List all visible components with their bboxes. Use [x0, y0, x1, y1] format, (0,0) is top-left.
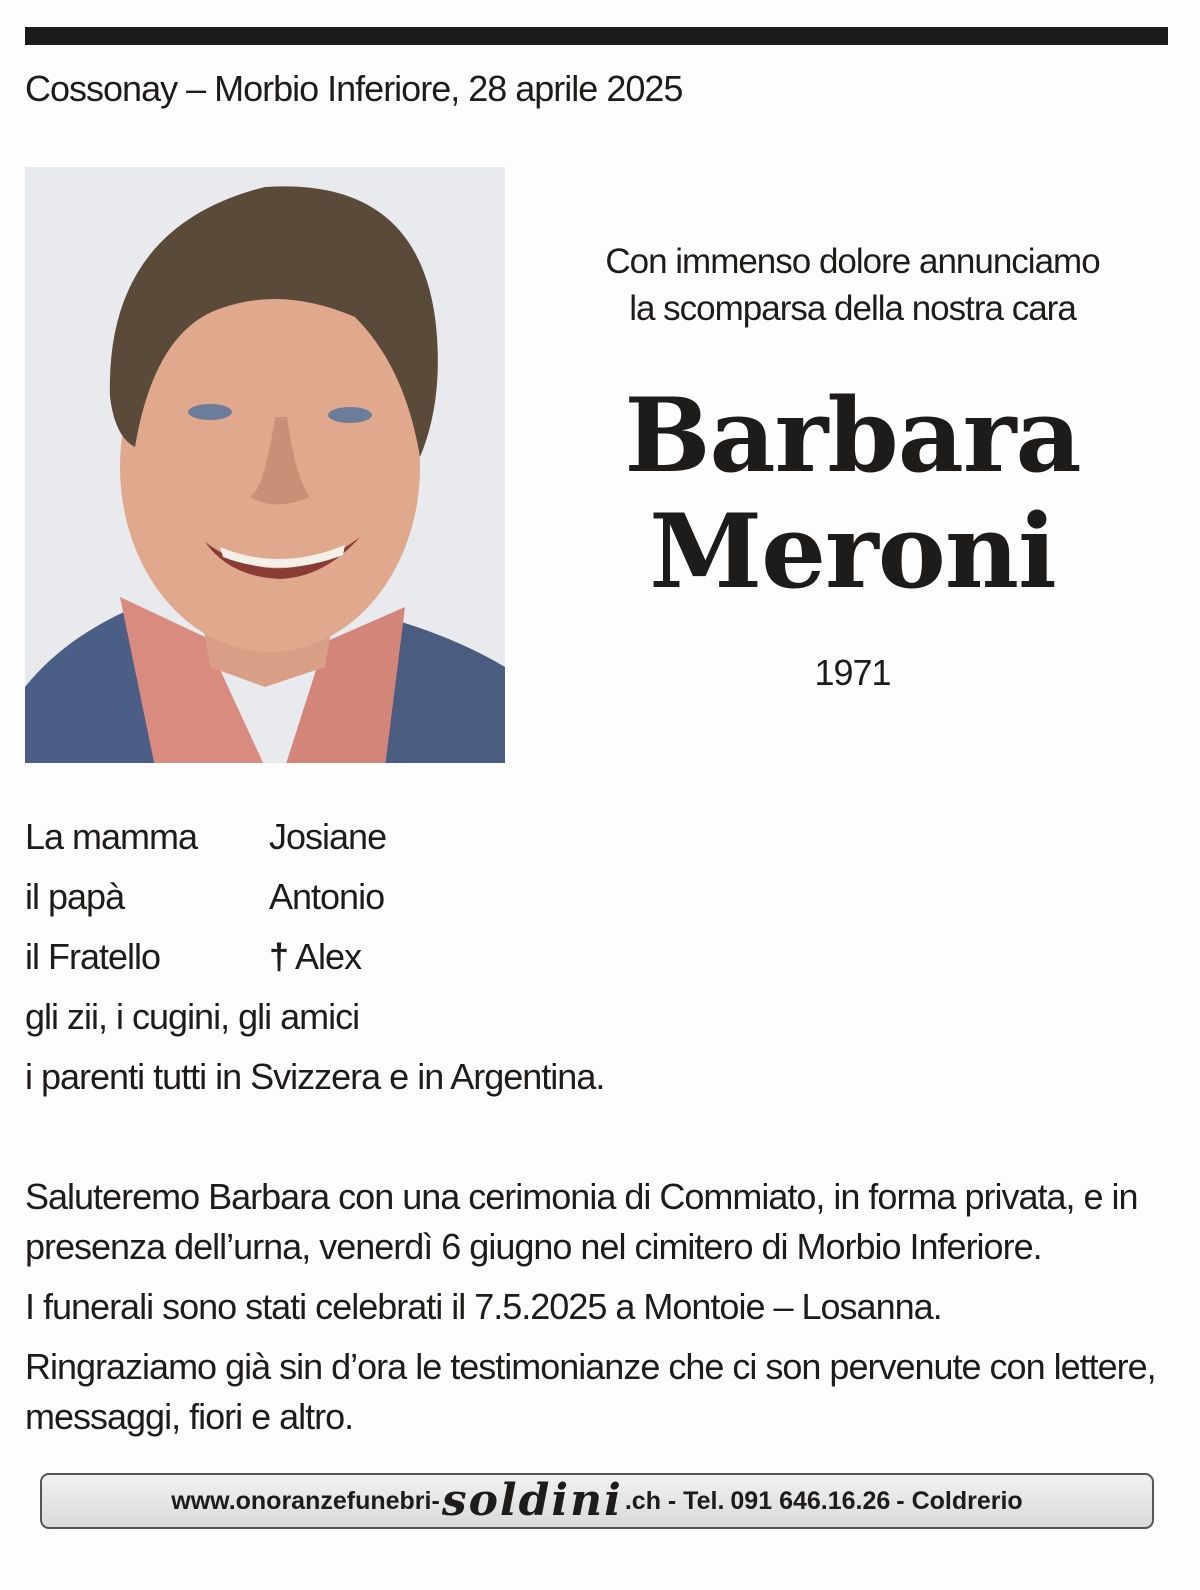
brand-logo: soldini: [441, 1475, 623, 1526]
website-prefix: www.onoranzefunebri-: [171, 1486, 440, 1515]
top-rule: [25, 27, 1168, 45]
family-row: [25, 930, 1165, 990]
website-suffix: .ch - Tel.: [624, 1486, 725, 1515]
family-row: [25, 810, 1165, 870]
phone-number: 091 646.16.26: [730, 1486, 891, 1515]
family-row: [25, 870, 1165, 930]
funeral-home-footer: [40, 1473, 1154, 1529]
relation-label: il Fratello: [25, 936, 161, 977]
deceased-name: [540, 378, 1165, 610]
place-date: Cossonay – Morbio Inferiore, 28 aprile 2025: [25, 68, 683, 109]
funeral-notice: I funerali sono stati celebrati il 7.5.2025 a Montoie – Losanna.: [25, 1286, 942, 1327]
notices: [25, 1172, 1175, 1452]
relative-name: Alex: [295, 936, 362, 977]
birth-year: 1971: [814, 652, 891, 693]
intro-line-2: la scomparsa della nostra cara: [629, 289, 1076, 328]
last-name: Meroni: [649, 492, 1056, 612]
relation-label: il papà: [25, 876, 125, 917]
announcement-intro: [540, 238, 1165, 332]
family-line-relatives: gli zii, i cugini, gli amici: [25, 996, 360, 1037]
cross-icon: †: [269, 936, 289, 977]
thanks-notice: Ringraziamo già sin d’ora le testimonianze che ci son pervenute con lettere, messaggi, fiori e altro.: [25, 1346, 1156, 1437]
family-line-parents: i parenti tutti in Svizzera e in Argentina.: [25, 1056, 605, 1097]
relative-name: Antonio: [269, 876, 385, 917]
relation-label: La mamma: [25, 816, 198, 857]
portrait-photo: [25, 167, 505, 763]
relative-name: Josiane: [269, 816, 387, 857]
family-list: [25, 810, 1165, 1110]
first-name: Barbara: [624, 376, 1081, 496]
footer-location: - Coldrerio: [896, 1486, 1023, 1515]
ceremony-notice: Saluteremo Barbara con una cerimonia di Commiato, in forma privata, e in presenza dell’urna, venerdì 6 giugno nel cimitero di Morbio Inferiore.: [25, 1176, 1138, 1267]
intro-line-1: Con immenso dolore annunciamo: [605, 242, 1100, 281]
